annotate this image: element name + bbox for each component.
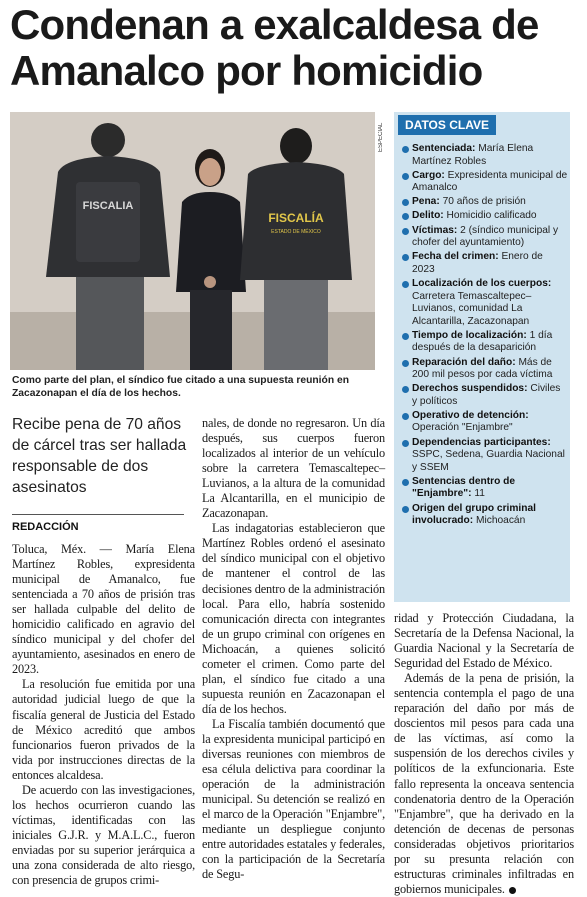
key-data-list	[402, 143, 568, 529]
key-data-label: Sentenciada:	[412, 143, 476, 154]
key-data-label: Cargo:	[412, 169, 445, 181]
key-data-item	[402, 143, 568, 168]
body-paragraph: De acuerdo con las investigaciones, los hechos ocurrieron cuando las víctimas, identificadas con las iniciales G.J.R. y M.A.L.C., fueron enviadas por su superior jerárquica a una zona considerada de alto riesgo, con presencia de grupos crimi-	[12, 782, 195, 888]
key-data-value: Homicidio calificado	[446, 210, 537, 222]
bullet-icon	[402, 386, 409, 393]
key-data-label: Localización de los cuerpos:	[412, 277, 552, 289]
key-data-item	[402, 330, 568, 355]
bullet-icon	[402, 333, 409, 340]
bullet-icon	[402, 440, 409, 447]
key-data-item	[402, 503, 568, 528]
body-paragraph: La Fiscalía también documentó que la expresidenta municipal participó en diversas reuniones con miembros de esa célula delictiva para coordinar la operación de la administración municipal. Su detención se realizó en el marco de la Operación "Enjambre", mediante un despliegue conjunto entre autoridades estatales y federales, con la participación de la Secretaría de Segu-	[202, 716, 385, 882]
photo-caption: Como parte del plan, el síndico fue citado a una supuesta reunión en Zacazonapan el día de los hechos.	[12, 375, 349, 399]
key-data-label: Fecha del crimen:	[412, 251, 499, 263]
key-data-label: Sentencias dentro de "Enjambre":	[412, 475, 516, 500]
key-data-value: Enero de 2023	[412, 251, 543, 275]
vest-text-left: FISCALIA	[82, 200, 134, 212]
byline: REDACCIÓN	[12, 521, 79, 533]
body-paragraph: La resolución fue emitida por una autoridad judicial luego de que la fiscalía general de Justicia del Estado de México acreditó que ambos funcionarios fueron privados de la vida por instrucciones directas de la entonces alcaldesa.	[12, 677, 195, 782]
bullet-icon	[402, 254, 409, 261]
key-data-value: SSPC, Sedena, Guardia Nacional y SSEM	[412, 449, 565, 473]
key-data-item	[402, 251, 568, 276]
key-data-value: Michoacán	[475, 515, 526, 527]
key-data-item	[402, 196, 568, 209]
body-paragraph	[394, 671, 574, 897]
body-column-2	[202, 416, 385, 882]
divider	[12, 514, 184, 515]
key-data-value: 2 (síndico municipal y chofer del ayuntamiento)	[412, 224, 559, 249]
news-photo	[10, 112, 375, 370]
key-data-label: Origen del grupo criminal involucrado:	[412, 502, 536, 527]
bullet-icon	[402, 360, 409, 367]
headline: Condenan a exalcaldesa de Amanalco por homicidio	[10, 1, 539, 94]
bullet-icon	[402, 479, 409, 486]
bullet-icon	[402, 213, 409, 220]
vest-text-right: FISCALÍA	[268, 211, 324, 225]
vest-subtext-right: ESTADO DE MÉXICO	[271, 229, 321, 235]
key-data-label: Pena:	[412, 196, 440, 208]
key-data-item	[402, 278, 568, 328]
key-data-label: Víctimas:	[412, 224, 458, 236]
key-data-value: Carretera Temascaltepec–Luvianos, comunidad La Alcantarilla, Zacazonapan	[412, 290, 532, 327]
key-data-label: Tiempo de localización:	[412, 329, 527, 341]
key-data-item	[402, 357, 568, 382]
bullet-icon	[402, 146, 409, 153]
bullet-icon	[402, 199, 409, 206]
key-data-label: Operativo de detención:	[412, 409, 529, 421]
key-data-title: DATOS CLAVE	[398, 115, 496, 135]
key-data-label: Delito:	[412, 210, 444, 222]
key-data-item	[402, 225, 568, 250]
key-data-value: 1 día después de la desaparición	[412, 329, 553, 354]
key-data-value: Más de 200 mil pesos por cada víctima	[412, 356, 553, 381]
bullet-icon	[402, 281, 409, 288]
key-data-item	[402, 210, 568, 223]
key-data-item	[402, 383, 568, 408]
key-data-box	[394, 112, 570, 602]
key-data-item	[402, 437, 568, 475]
bullet-icon	[402, 173, 409, 180]
body-column-3	[394, 611, 574, 897]
key-data-item	[402, 170, 568, 195]
body-paragraph-text: Además de la pena de prisión, la sentencia contempla el pago de una reparación del daño por más de doscientos mil pesos para cada una de las víctimas, así como la suspensión de los derechos civiles y políticos de la exfuncionaria. Este fallo representa la onceava sentencia condenatoria dentro de la Operación "Enjambre", que ha derivado en la detención de decenas de personas consideradas objetivos prioritarios por su presunta relación con estructuras criminales infiltradas en gobiernos municipales.	[394, 671, 574, 896]
photo-illustration	[10, 112, 375, 370]
deck: Recibe pena de 70 años de cárcel tras ser hallada responsable de dos asesinatos	[12, 416, 187, 496]
bullet-icon	[402, 413, 409, 420]
body-paragraph: nales, de donde no regresaron. Un día después, sus cuerpos fueron localizados al interior de un vehículo sobre la carretera Temascaltepec–Luvianos, a la altura de la comunidad La Alcantarilla, en el municipio de Zacazonapan.	[202, 416, 385, 521]
body-paragraph: ridad y Protección Ciudadana, la Secretaría de la Defensa Nacional, la Guardia Nacional y la Secretaría de Seguridad del Estado de México.	[394, 611, 574, 671]
key-data-value: Civiles y políticos	[412, 383, 561, 407]
body-column-1	[12, 542, 195, 888]
key-data-label: Derechos suspendidos:	[412, 383, 528, 395]
key-data-label: Reparación del daño:	[412, 356, 516, 368]
key-data-label: Dependencias participantes:	[412, 436, 551, 448]
key-data-item	[402, 410, 568, 435]
end-mark-icon	[509, 887, 516, 894]
key-data-value: 70 años de prisión	[442, 196, 526, 208]
key-data-value: 11	[474, 488, 485, 500]
key-data-item	[402, 476, 568, 501]
key-data-value: María Elena Martínez Robles	[412, 143, 534, 167]
key-data-value: Operación "Enjambre"	[412, 422, 513, 434]
body-paragraph: Toluca, Méx. — María Elena Martínez Robles, expresidenta municipal de Amanalco, fue sentenciada a 70 años de prisión tras ser hallada culpable del delito de homicidio calificado en agravio del síndico municipal y del chofer del ayuntamiento, asesinados en enero de 2023.	[12, 542, 195, 677]
bullet-icon	[402, 228, 409, 235]
body-paragraph: Las indagatorias establecieron que Martínez Robles ordenó el asesinato del síndico municipal con el objetivo de mantener el control de las decisiones dentro de la administración local. Para ello, habría sostenido comunicación directa con integrantes de un grupo criminal con orígenes en Michoacán, a quienes solicitó cometer el crimen. Como parte del plan, el síndico fue citado a una supuesta reunión en Zacazonapan el día de los hechos.	[202, 521, 385, 716]
key-data-value: Expresidenta municipal de Amanalco	[412, 169, 568, 194]
bullet-icon	[402, 506, 409, 513]
photo-credit: ESPECIAL	[378, 122, 384, 152]
